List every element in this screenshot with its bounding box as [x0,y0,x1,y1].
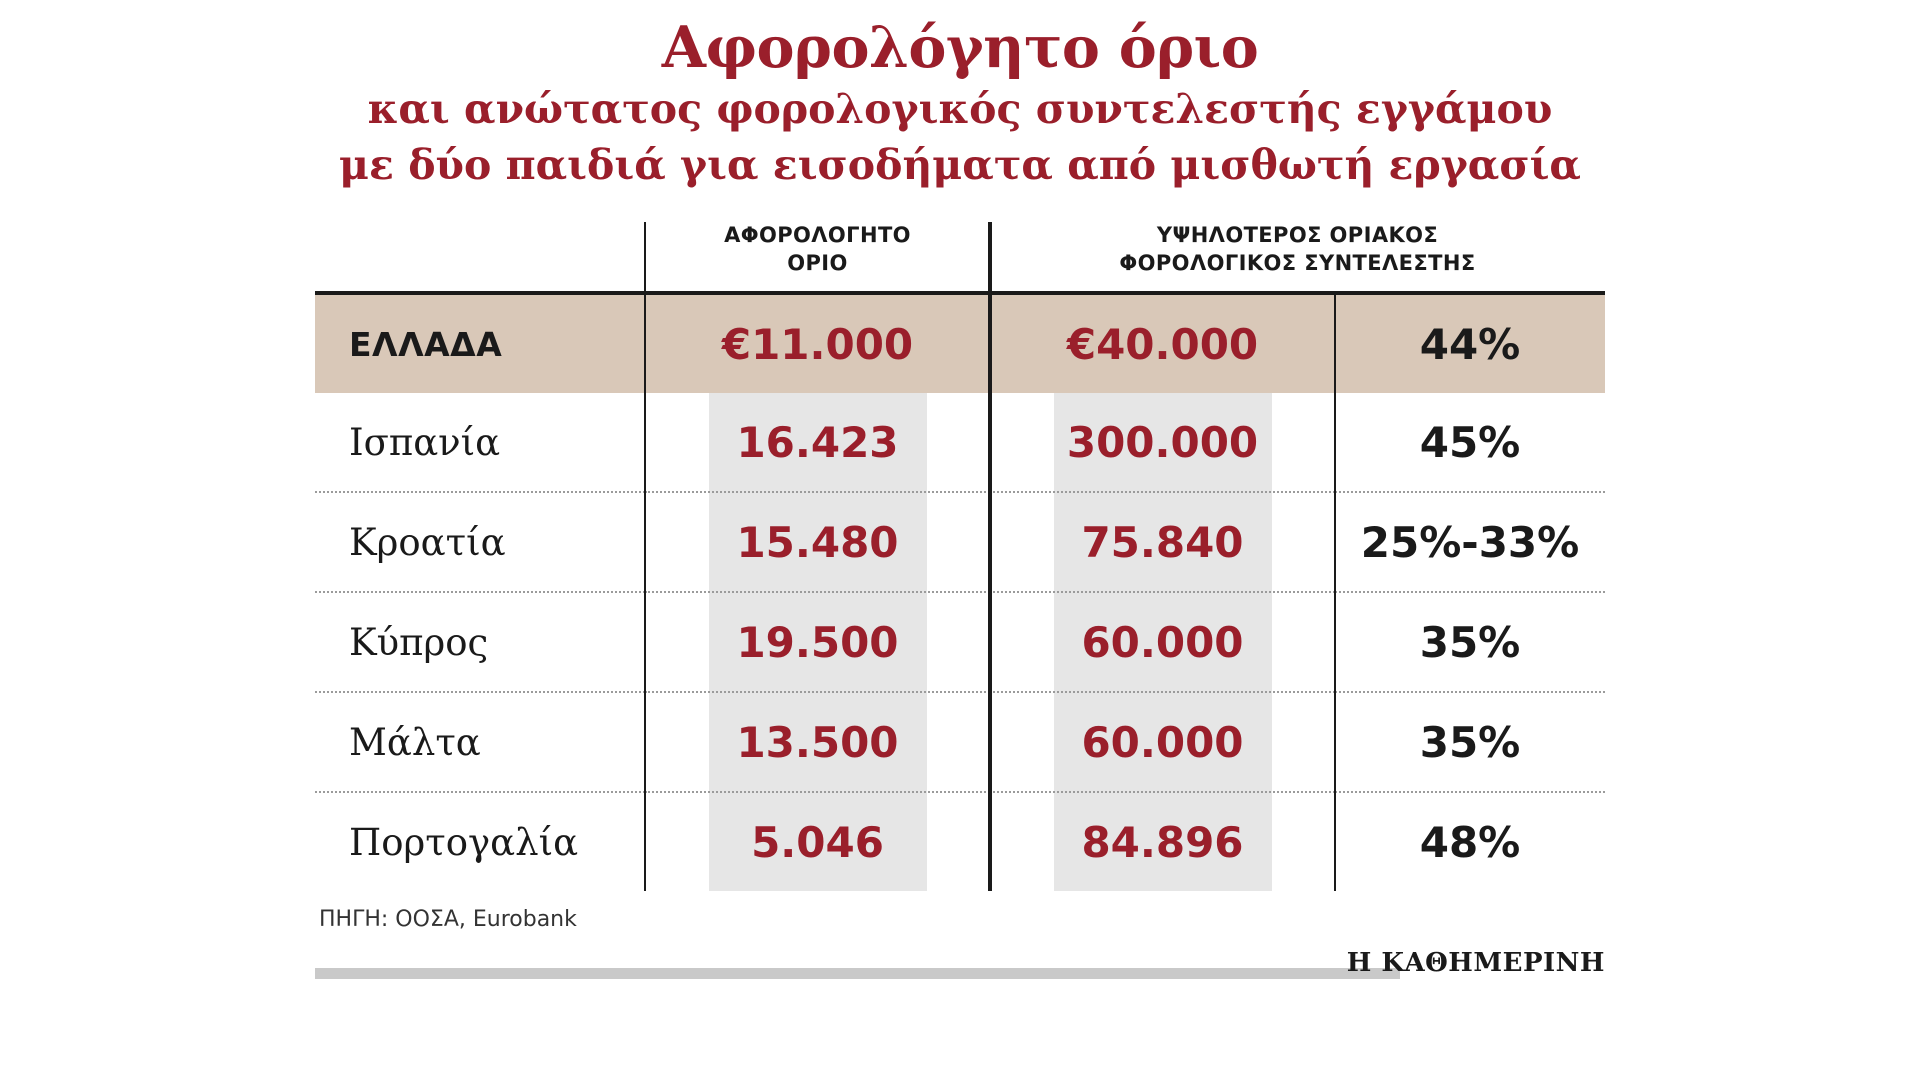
tax-table [315,218,1605,891]
brand-logo: Η ΚΑΘΗΜΕΡΙΝΗ [1346,948,1605,979]
table-container [315,218,1605,988]
cell-threshold: 16.423 [645,393,990,492]
cell-country: Ισπανία [315,393,645,492]
header-rule [315,291,1605,295]
cell-threshold: 19.500 [645,592,990,692]
cell-rate: 35% [1335,592,1605,692]
cell-country: ΕΛΛΑΔΑ [315,295,645,393]
header-top-marginal-rate [990,218,1605,295]
vrule-left [644,222,646,891]
header-threshold [645,218,990,295]
table-header [315,218,1605,295]
cell-income: 60.000 [990,592,1335,692]
cell-income: €40.000 [990,295,1335,393]
table-row [315,295,1605,393]
cell-threshold: 5.046 [751,817,884,867]
cell-threshold: 13.500 [645,692,990,792]
page-title: Αφορολόγητο όριο [661,14,1259,81]
page-subtitle-line-1: και ανώτατος φορολογικός συντελεστής εγγάμου [367,85,1553,134]
header-threshold-line-2: ΟΡΙΟ [787,250,848,275]
cell-country: Κροατία [315,492,645,592]
cell-threshold: 15.480 [645,492,990,592]
vrule-right [1334,295,1336,891]
cell-income: 60.000 [990,692,1335,792]
header-threshold-line-1: ΑΦΟΡΟΛΟΓΗΤΟ [724,223,911,248]
cell-country: Πορτογαλία [349,820,579,864]
cell-rate: 45% [1335,393,1605,492]
cell-rate: 44% [1335,295,1605,393]
title-block [0,0,1920,190]
cell-income: 84.896 [1081,817,1244,867]
cell-country: Μάλτα [315,692,645,792]
cell-threshold: €11.000 [645,295,990,393]
cell-rate: 48% [1419,817,1521,867]
cell-rate: 25%-33% [1335,492,1605,592]
footer-rule [315,968,1400,979]
cell-country: Κύπρος [315,592,645,692]
cell-rate: 35% [1335,692,1605,792]
footer [315,948,1605,988]
table-row [315,393,1605,492]
table-body [315,295,1605,891]
cell-income: 300.000 [990,393,1335,492]
vrule-middle [988,222,992,891]
table-row [315,492,1605,592]
header-rate-line-1: ΥΨΗΛΟΤΕΡΟΣ ΟΡΙΑΚΟΣ [1156,223,1439,248]
page-subtitle-line-2: με δύο παιδιά για εισοδήματα από μισθωτή εργασία [339,141,1581,190]
header-country [315,218,645,295]
header-rate-line-2: ΦΟΡΟΛΟΓΙΚΟΣ ΣΥΝΤΕΛΕΣΤΗΣ [1119,250,1476,275]
cell-income: 75.840 [990,492,1335,592]
table-row [315,792,1605,891]
source-note: ΠΗΓΗ: ΟΟΣΑ, Eurobank [319,907,577,933]
table-row [315,692,1605,792]
table-row [315,592,1605,692]
